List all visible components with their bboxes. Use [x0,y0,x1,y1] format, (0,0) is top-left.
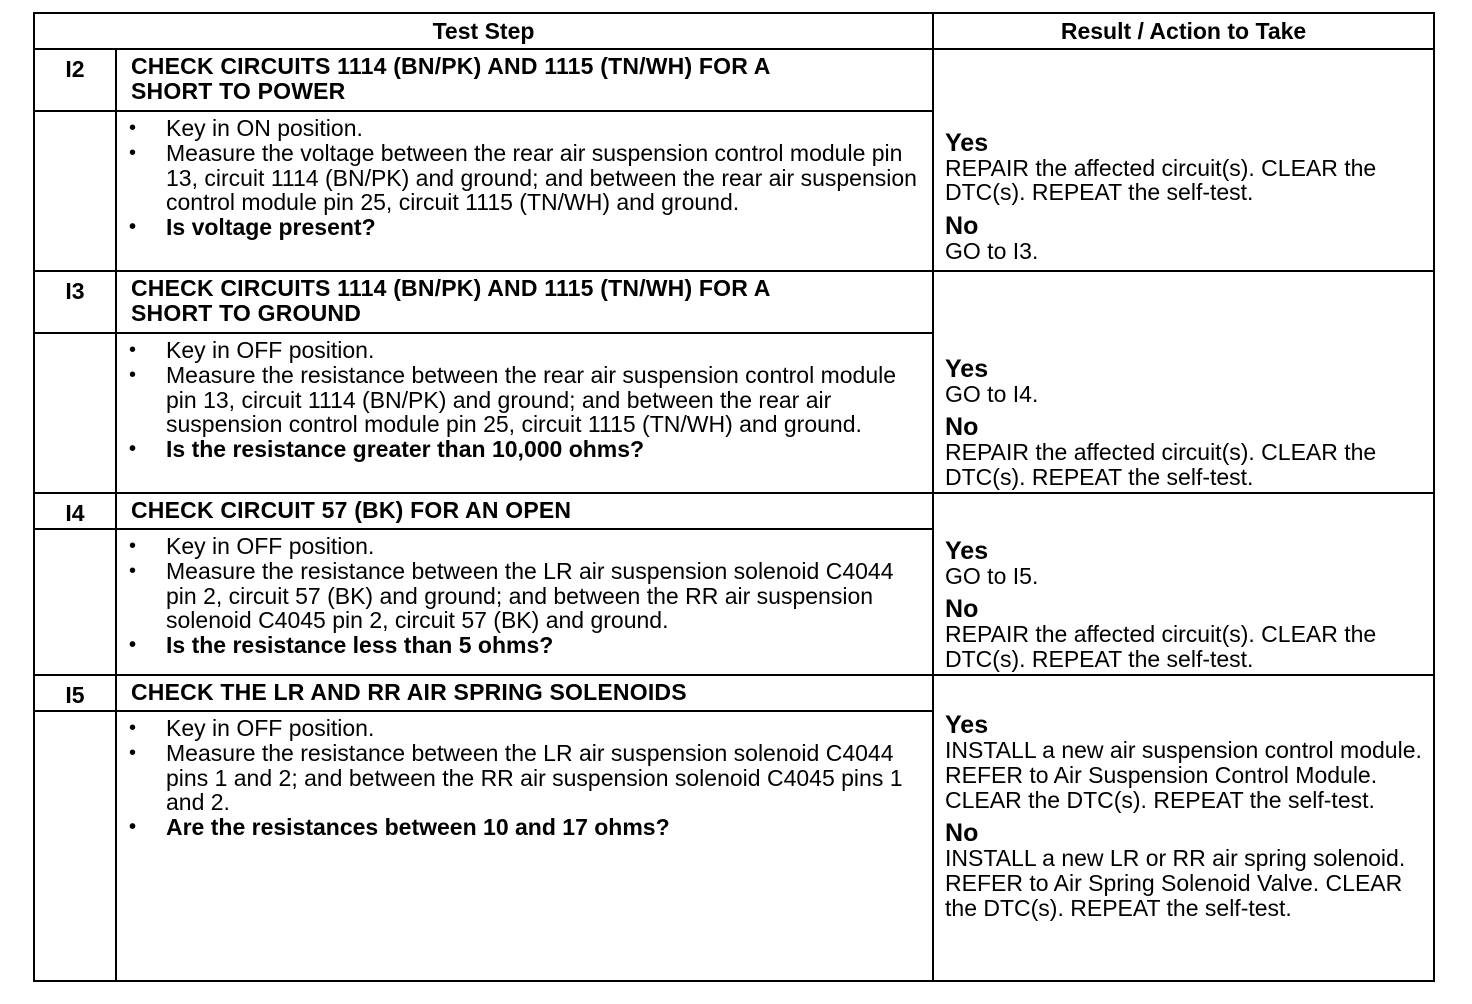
step-bullet: • Measure the voltage between the rear air suspension control module pin 13, circuit 1114 (BN/PK) and ground; and between the rear air suspension control module pin 25, circuit 1115 (TN/WH) and ground. [117,141,922,215]
step-title-row [34,49,1434,111]
result-block [945,356,1425,490]
yes-label: Yes [945,711,989,739]
step-result [933,493,1434,675]
step-id-spacer [34,529,116,675]
step-id: I3 [34,271,116,333]
step-title-row [34,271,1434,333]
header-result-action: Result / Action to Take [933,13,1434,49]
no-label: No [945,595,979,624]
no-action: REPAIR the affected circuit(s). CLEAR the DTC(s). REPEAT the self-test. [945,439,1377,491]
step-result [933,271,1434,493]
step-id: I4 [34,493,116,529]
no-action: REPAIR the affected circuit(s). CLEAR the DTC(s). REPEAT the self-test. [945,621,1377,673]
step-question: • Is the resistance greater than 10,000 ohms? [117,437,922,462]
step-title [116,493,933,529]
yes-action: REPAIR the affected circuit(s). CLEAR the DTC(s). REPEAT the self-test. [945,154,1377,206]
step-title-line: CHECK CIRCUIT 57 (BK) FOR AN OPEN [131,497,572,523]
step-title-line: SHORT TO GROUND [131,300,362,326]
step-title-line: CHECK CIRCUITS 1114 (BN/PK) AND 1115 (TN/WH) FOR A [131,275,771,301]
yes-label: Yes [945,354,989,383]
step-title [116,675,933,711]
no-label: No [945,413,979,442]
step-bullet: • Key in OFF position. [117,716,922,741]
result-block [945,538,1425,672]
step-bullet: • Key in OFF position. [117,338,922,363]
yes-label: Yes [945,128,989,157]
step-title [116,271,933,333]
step-title-row [34,493,1434,529]
step-body [116,711,933,981]
yes-action: GO to I4. [945,380,1039,407]
step-id: I2 [34,49,116,111]
step-bullet: • Measure the resistance between the rear air suspension control module pin 13, circuit 1114 (BN/PK) and ground; and between the rear air suspension control module pin 25, circuit 1115 (TN/WH) and ground. [117,363,922,437]
step-result [933,49,1434,271]
no-action: GO to I3. [945,238,1039,265]
step-question: • Is voltage present? [117,215,922,240]
header-test-step: Test Step [34,13,933,49]
step-id-spacer [34,333,116,493]
no-label: No [945,212,979,241]
step-bullet: • Key in ON position. [117,116,922,141]
result-block [945,130,1425,264]
step-body [116,111,933,271]
step-bullet: • Measure the resistance between the LR air suspension solenoid C4044 pin 2, circuit 57 (BK) and ground; and between the RR air suspension solenoid C4045 pin 2, circuit 57 (BK) and ground. [117,559,922,633]
step-title-line: SHORT TO POWER [131,78,346,104]
table-header-row [34,13,1434,49]
diagnostic-table [33,12,1435,982]
step-body [116,529,933,675]
step-title [116,49,933,111]
step-id: I5 [34,675,116,711]
step-question: • Is the resistance less than 5 ohms? [117,633,922,658]
step-title-line: CHECK THE LR AND RR AIR SPRING SOLENOIDS [131,679,687,705]
no-action: INSTALL a new LR or RR air spring solenoid. REFER to Air Spring Solenoid Valve. CLEAR the DTC(s). REPEAT the self-test. [945,845,1406,921]
step-bullet: • Measure the resistance between the LR air suspension solenoid C4044 pins 1 and 2; and between the RR air suspension solenoid C4045 pins 1 and 2. [117,741,922,815]
step-result [933,675,1434,981]
yes-label: Yes [945,536,989,565]
step-question: • Are the resistances between 10 and 17 ohms? [117,815,922,840]
no-label: No [945,819,979,848]
step-title-line: CHECK CIRCUITS 1114 (BN/PK) AND 1115 (TN/WH) FOR A [131,53,771,79]
yes-action: GO to I5. [945,562,1039,589]
yes-action: INSTALL a new air suspension control module. REFER to Air Suspension Control Module. CLEAR the DTC(s). REPEAT the self-test. [945,737,1422,813]
step-body [116,333,933,493]
result-block [945,676,1425,921]
step-title-row [34,675,1434,711]
step-id-spacer [34,711,116,981]
step-id-spacer [34,111,116,271]
step-bullet: • Key in OFF position. [117,534,922,559]
